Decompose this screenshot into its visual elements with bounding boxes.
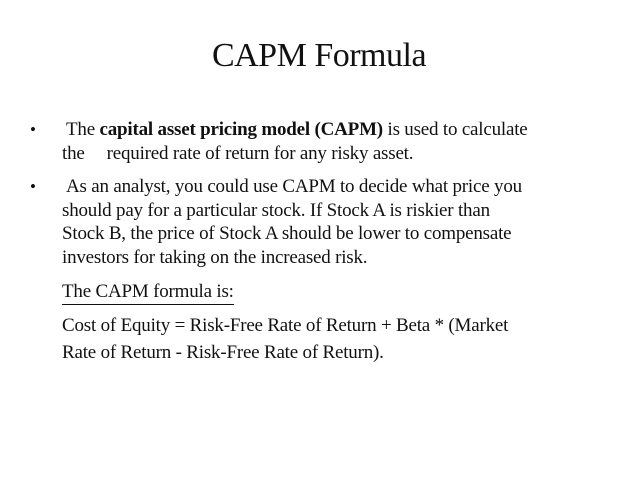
bullet-line: investors for taking on the increased risk. <box>62 246 368 268</box>
bullet-prefix: The <box>66 119 100 140</box>
formula-text <box>62 312 582 366</box>
bullet-text <box>62 175 610 269</box>
bullet-line2-start: the <box>62 142 85 164</box>
bullet-line2-end: required rate of return for any risky asset. <box>106 142 414 164</box>
bullet-marker: • <box>30 177 36 196</box>
slide-title: CAPM Formula <box>211 37 427 74</box>
formula-line: Cost of Equity = Risk-Free Rate of Return + Beta * (Market <box>62 315 509 336</box>
bullet-marker: • <box>30 120 36 139</box>
bullet-text <box>62 118 610 165</box>
bullet-line: should pay for a particular stock. If Stock A is riskier than <box>62 199 490 221</box>
bullet-line: As an analyst, you could use CAPM to decide what price you <box>66 176 522 197</box>
bullet-line: Stock B, the price of Stock A should be lower to compensate <box>62 223 512 244</box>
bullet-rest: is used to calculate <box>382 119 528 140</box>
bullet-bold-term: capital asset pricing model (CAPM) <box>99 119 383 140</box>
formula-line: Rate of Return - Risk-Free Rate of Return). <box>62 342 384 363</box>
formula-label: The CAPM formula is: <box>62 280 234 305</box>
